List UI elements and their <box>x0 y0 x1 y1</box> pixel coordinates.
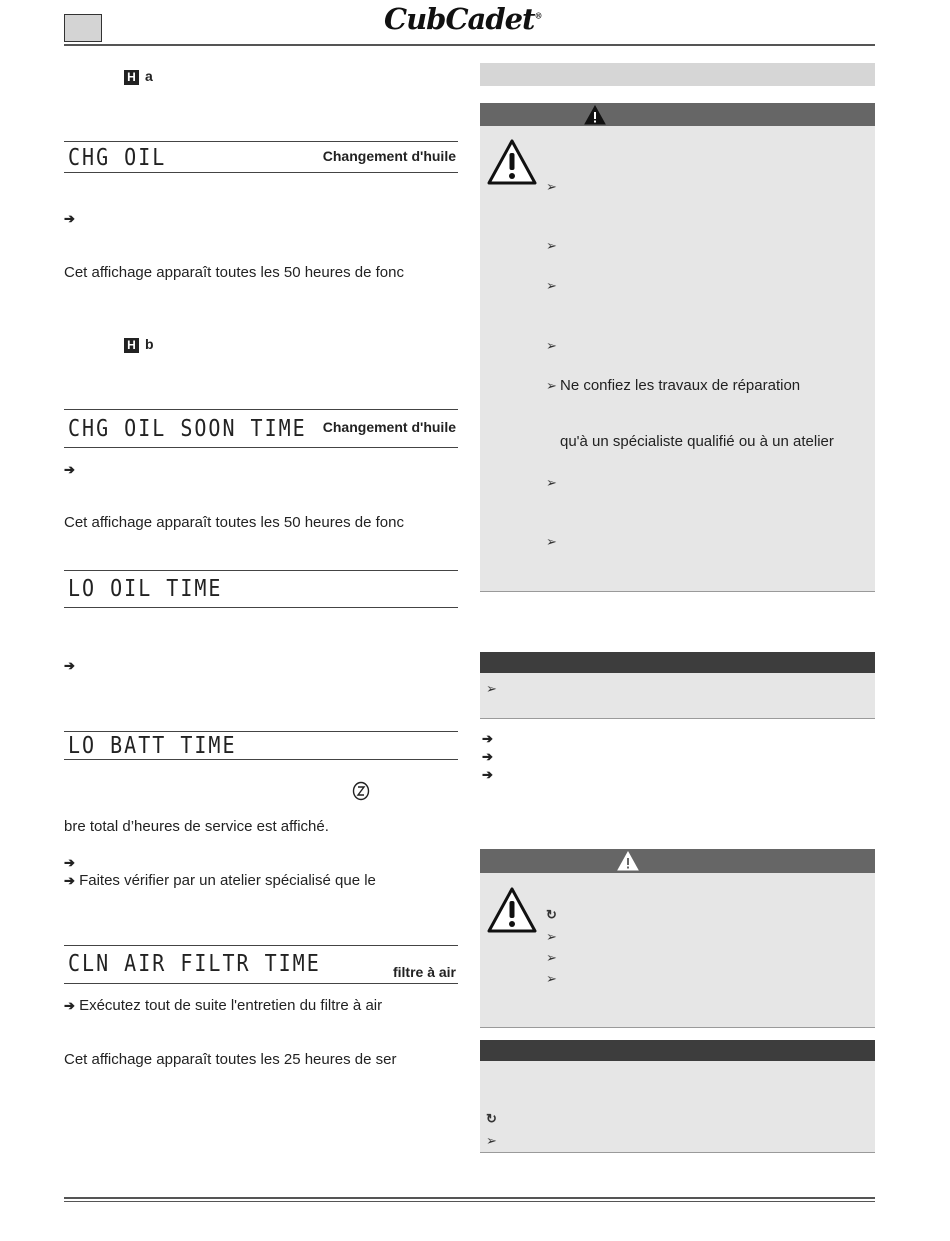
section-heading-b <box>124 336 154 353</box>
arrow-right-icon: ➔ <box>64 211 75 226</box>
paragraph-total-hours: bre total d’heures de service est affiché. <box>64 818 329 835</box>
display-row-chg-oil <box>64 141 458 173</box>
section-label: b <box>145 336 154 352</box>
lcd-code: CHG OIL <box>68 143 167 171</box>
lcd-code: LO OIL TIME <box>68 574 223 602</box>
repair-line-2: qu'à un spécialiste qualifié ou à un atelier <box>560 433 834 450</box>
display-row-chg-oil-soon <box>64 409 458 448</box>
warning-triangle-icon <box>486 886 538 934</box>
arrow-right-icon: ➔ <box>64 855 75 870</box>
hour-meter-icon <box>352 781 370 805</box>
arrow-right-icon: ➔ <box>64 658 75 673</box>
section-label: a <box>145 68 153 84</box>
paragraph-50h: Cet affichage apparaît toutes les 50 heures de fonc <box>64 514 404 531</box>
lcd-code: CHG OIL SOON TIME <box>68 414 307 442</box>
display-label: Changement d'huile <box>322 148 456 164</box>
arrowhead-bullet-icon: ➢ <box>486 681 497 696</box>
arrowhead-bullet-icon: ➢ <box>546 534 557 549</box>
warning-triangle-icon <box>617 851 639 871</box>
arrow-right-icon: ➔ <box>482 749 493 764</box>
arrowhead-bullet-icon: ➢ <box>546 929 557 944</box>
lcd-code: CLN AIR FILTR TIME <box>68 949 321 977</box>
section-header-bar <box>480 63 875 86</box>
section-letter-badge: H <box>124 70 139 85</box>
paragraph-air-filter: ➔ Exécutez tout de suite l'entretien du filtre à air <box>64 997 383 1014</box>
curved-arrow-icon: ↻ <box>546 907 557 922</box>
page-number-box <box>64 14 102 42</box>
arrowhead-bullet-icon: ➢ <box>546 238 557 253</box>
arrow-right-icon: ➔ <box>482 731 493 746</box>
arrow-right-icon: ➔ <box>64 998 75 1013</box>
paragraph-check: ➔ Faites vérifier par un atelier spécialisé que le <box>64 872 376 889</box>
arrowhead-bullet-icon: ➢ <box>546 950 557 965</box>
arrowhead-bullet-icon: ➢ <box>546 971 557 986</box>
warning-header-bar <box>480 103 875 126</box>
brand-logo: CubCadet® <box>384 2 542 36</box>
display-row-cln-air-filtr <box>64 945 458 984</box>
arrowhead-bullet-icon: ➢ <box>486 1133 497 1148</box>
arrow-right-icon: ➔ <box>64 462 75 477</box>
repair-line-1: Ne confiez les travaux de réparation <box>560 377 801 394</box>
curved-arrow-icon: ↻ <box>486 1111 497 1126</box>
warning-box-1 <box>480 126 875 592</box>
display-label: Changement d'huile <box>322 419 456 435</box>
paragraph-50h: Cet affichage apparaît toutes les 50 heures de fonc <box>64 264 404 281</box>
display-row-lo-oil <box>64 570 458 608</box>
arrowhead-bullet-icon: ➢ <box>546 338 557 353</box>
paragraph-25h: Cet affichage apparaît toutes les 25 heures de ser <box>64 1051 397 1068</box>
section-header-dark <box>480 652 875 673</box>
info-box-2 <box>480 1061 875 1153</box>
lcd-code: LO BATT TIME <box>68 731 237 759</box>
header-rule <box>64 44 875 46</box>
arrowhead-bullet-icon: ➢ <box>546 475 557 490</box>
display-row-lo-batt <box>64 731 458 760</box>
arrowhead-bullet-icon: ➢ <box>546 278 557 293</box>
warning-header-bar-2 <box>480 849 875 873</box>
section-letter-badge: H <box>124 338 139 353</box>
section-heading-a <box>124 68 153 85</box>
warning-box-2 <box>480 873 875 1028</box>
info-box <box>480 673 875 719</box>
footer-rule <box>64 1197 875 1202</box>
display-label: filtre à air <box>392 964 456 980</box>
arrowhead-bullet-icon: ➢ <box>546 179 557 194</box>
warning-triangle-icon <box>486 138 538 186</box>
arrowhead-bullet-icon: ➢ <box>546 378 557 393</box>
arrow-right-icon: ➔ <box>482 767 493 782</box>
warning-triangle-icon <box>584 105 606 125</box>
section-header-dark-2 <box>480 1040 875 1061</box>
arrow-right-icon: ➔ <box>64 873 75 888</box>
